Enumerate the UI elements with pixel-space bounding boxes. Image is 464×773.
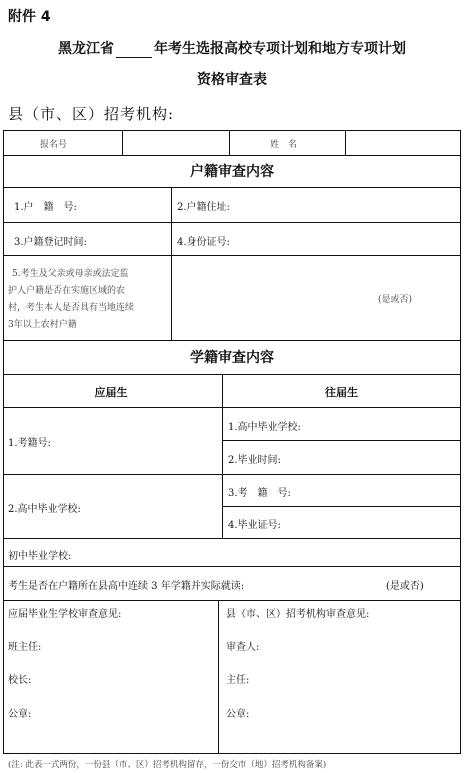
name-label: 姓 名	[270, 140, 298, 150]
three-years-answer-hint: (是或否)	[386, 581, 424, 592]
table-border-top	[3, 130, 461, 131]
form-subtitle: 资格审查表	[197, 72, 267, 88]
agency-review-title: 县（市、区）招考机构审查意见:	[226, 609, 370, 620]
year-blank	[116, 45, 152, 58]
rural-question-line2: 护人户籍是否在实施区域的农	[8, 286, 126, 296]
past-exam-no-label: 3.考 籍 号:	[228, 488, 291, 499]
exam-registry-label: 1.考籍号:	[8, 438, 51, 449]
principal-label: 校长:	[8, 675, 32, 686]
household-section-header: 户籍审查内容	[190, 164, 274, 180]
agency-stamp-label: 公章:	[226, 709, 250, 720]
school-section-header: 学籍审查内容	[190, 350, 274, 366]
county-agency-label: 县（市、区）招考机构:	[8, 105, 175, 123]
exam-no-label: 报名号	[40, 140, 68, 150]
past-graduate-header: 往届生	[325, 386, 358, 399]
attachment-label: 附件 4	[8, 9, 51, 25]
past-hs-school-label: 1.高中毕业学校:	[228, 422, 301, 433]
current-hs-school-label: 2.高中毕业学校:	[8, 504, 81, 515]
rural-question-line1: 5.考生及父亲或母亲或法定监	[12, 269, 129, 279]
title-prefix: 黑龙江省	[58, 41, 114, 57]
table-border-right	[460, 130, 461, 754]
household-no-label: 1.户 籍 号:	[14, 202, 77, 213]
reviewer-label: 审查人:	[226, 642, 260, 653]
household-address-label: 2.户籍住址:	[177, 202, 230, 213]
three-years-question: 考生是否在户籍所在县高中连续 3 年学籍并实际就读:	[8, 581, 245, 592]
diploma-no-label: 4.毕业证号:	[228, 520, 281, 531]
director-label: 主任:	[226, 675, 250, 686]
current-graduate-header: 应届生	[94, 386, 128, 399]
id-no-label: 4.身份证号:	[177, 237, 230, 248]
school-stamp-label: 公章:	[8, 709, 32, 720]
rural-answer-hint: (是或否)	[378, 295, 413, 305]
head-teacher-label: 班主任:	[8, 642, 42, 653]
footnote: (注: 此表一式两份，一份县（市、区）招考机构留存，一份交市（地）招考机构备案)	[8, 760, 327, 770]
graduation-time-label: 2.毕业时间:	[228, 455, 281, 466]
table-border-bottom	[3, 753, 461, 754]
junior-school-label: 初中毕业学校:	[8, 551, 72, 562]
title-suffix: 年考生选报高校专项计划和地方专项计划	[154, 41, 406, 57]
rural-question-line4: 3年以上农村户籍	[8, 320, 77, 330]
rural-question-line3: 村，考生本人是否具有当地连续	[8, 303, 135, 313]
table-border-left	[3, 130, 4, 754]
school-review-title: 应届毕业生学校审查意见:	[8, 609, 122, 620]
register-time-label: 3.户籍登记时间:	[14, 237, 87, 248]
form-title	[0, 38, 464, 58]
